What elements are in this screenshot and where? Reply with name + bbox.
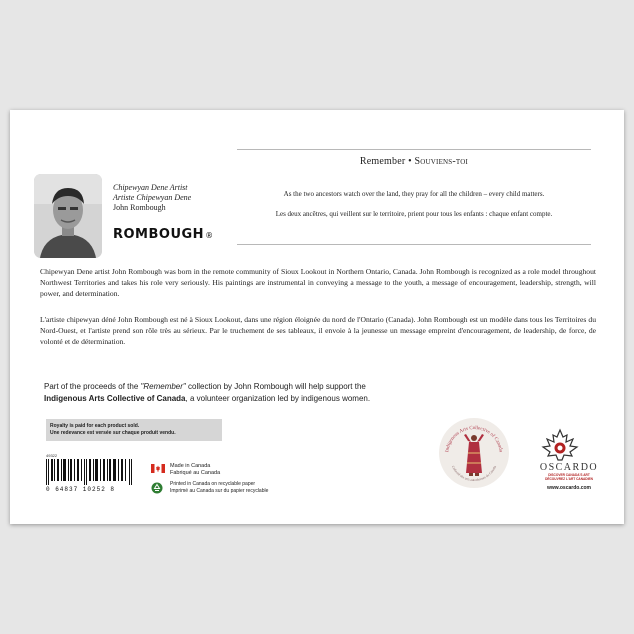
oscardo-tagline-en: DISCOVER CANADA'S ART — [548, 473, 590, 477]
support-text-2: collection by John Rombough will help support the — [185, 382, 366, 391]
bio-en: Chipewyan Dene artist John Rombough was born in the remote community of Sioux Lookout in Northern Ontario, Canada. John Rombough is recognized as a role model throughout Northwest Territories and takes his role very seriously. His paintings are instrumental in conveying a message to the youth, a message of encouragement, leadership, strength, will power, and determination. — [40, 267, 596, 298]
printed-fr: Imprimé au Canada sur du papier recyclable — [170, 488, 269, 494]
lead-en: As the two ancestors watch over the land, they pray for all the children – every child matters. — [283, 190, 545, 198]
oscardo-leaf-icon — [540, 428, 580, 462]
title-separator: • — [408, 156, 412, 167]
title-rule-bottom — [237, 244, 591, 245]
barcode-number: 0 64837 10252 8 — [46, 486, 116, 493]
sku-number: 49322 — [46, 453, 58, 458]
artist-signature — [113, 227, 214, 242]
oscardo-tagline-fr: DÉCOUVREZ L'ART CANADIEN — [545, 477, 593, 481]
canada-flag-icon — [151, 464, 165, 473]
title-en: Remember — [359, 156, 406, 167]
support-collection: "Remember" — [140, 382, 186, 391]
oscardo-wordmark: OSCARDO — [539, 462, 599, 473]
artist-name: John Rombough — [113, 203, 166, 212]
support-org: Indigenous Arts Collective of Canada — [44, 394, 186, 403]
iacc-logo — [438, 417, 510, 489]
recycle-icon — [151, 482, 163, 494]
artist-photo — [34, 174, 102, 258]
iacc-top-text: Indigenous Arts Collective of Canada — [445, 425, 503, 453]
support-statement — [44, 381, 424, 405]
barcode-icon — [46, 459, 132, 485]
lead-fr: Les deux ancêtres, qui veillent sur le territoire, prient pour tous les enfants : chaque enfant compte. — [275, 210, 553, 218]
printed-notice — [170, 481, 268, 495]
signature-text: ROMBOUGH — [113, 227, 205, 242]
made-fr: Fabriqué au Canada — [170, 470, 221, 476]
made-in-canada — [170, 463, 220, 477]
royalty-fr: Une redevance est versée sur chaque produit vendu. — [50, 430, 176, 436]
printed-en: Printed in Canada on recyclable paper — [170, 481, 256, 487]
royalty-box — [46, 419, 222, 441]
oscardo-tagline — [530, 473, 608, 481]
support-text-1: Part of the proceeds of the — [44, 382, 141, 391]
artist-role-fr: Artiste Chipewyan Dene — [113, 193, 192, 202]
iacc-bottom-text: Collectif des arts autochtones du Canada — [450, 465, 498, 483]
artist-credit — [113, 183, 191, 213]
bio-fr: L'artiste chipewyan déné John Rombough est né à Sioux Lookout, dans une région éloignée du nord de l'Ontario (Canada). John Rombough est un modèle dans tous les Territoires du Nord-Ouest, et l'artiste prend son rôle très au sérieux. Par le truchement de ses tableaux, il envoie à la jeunesse un message empreint d'encouragement, de leadership, de force, de volonté et de détermination. — [40, 315, 596, 346]
title-fr: Souviens-toi — [414, 156, 469, 167]
registered-mark: ® — [205, 231, 214, 240]
artist-role-en: Chipewyan Dene Artist — [113, 183, 188, 192]
title-rule-top — [237, 149, 591, 150]
card-back — [10, 110, 624, 524]
oscardo-url: www.oscardo.com — [547, 485, 591, 491]
made-en: Made in Canada — [170, 463, 211, 469]
collection-title — [237, 156, 591, 167]
royalty-en: Royalty is paid for each product sold. — [50, 423, 140, 429]
support-text-3: , a volunteer organization led by indigenous women. — [185, 394, 371, 403]
